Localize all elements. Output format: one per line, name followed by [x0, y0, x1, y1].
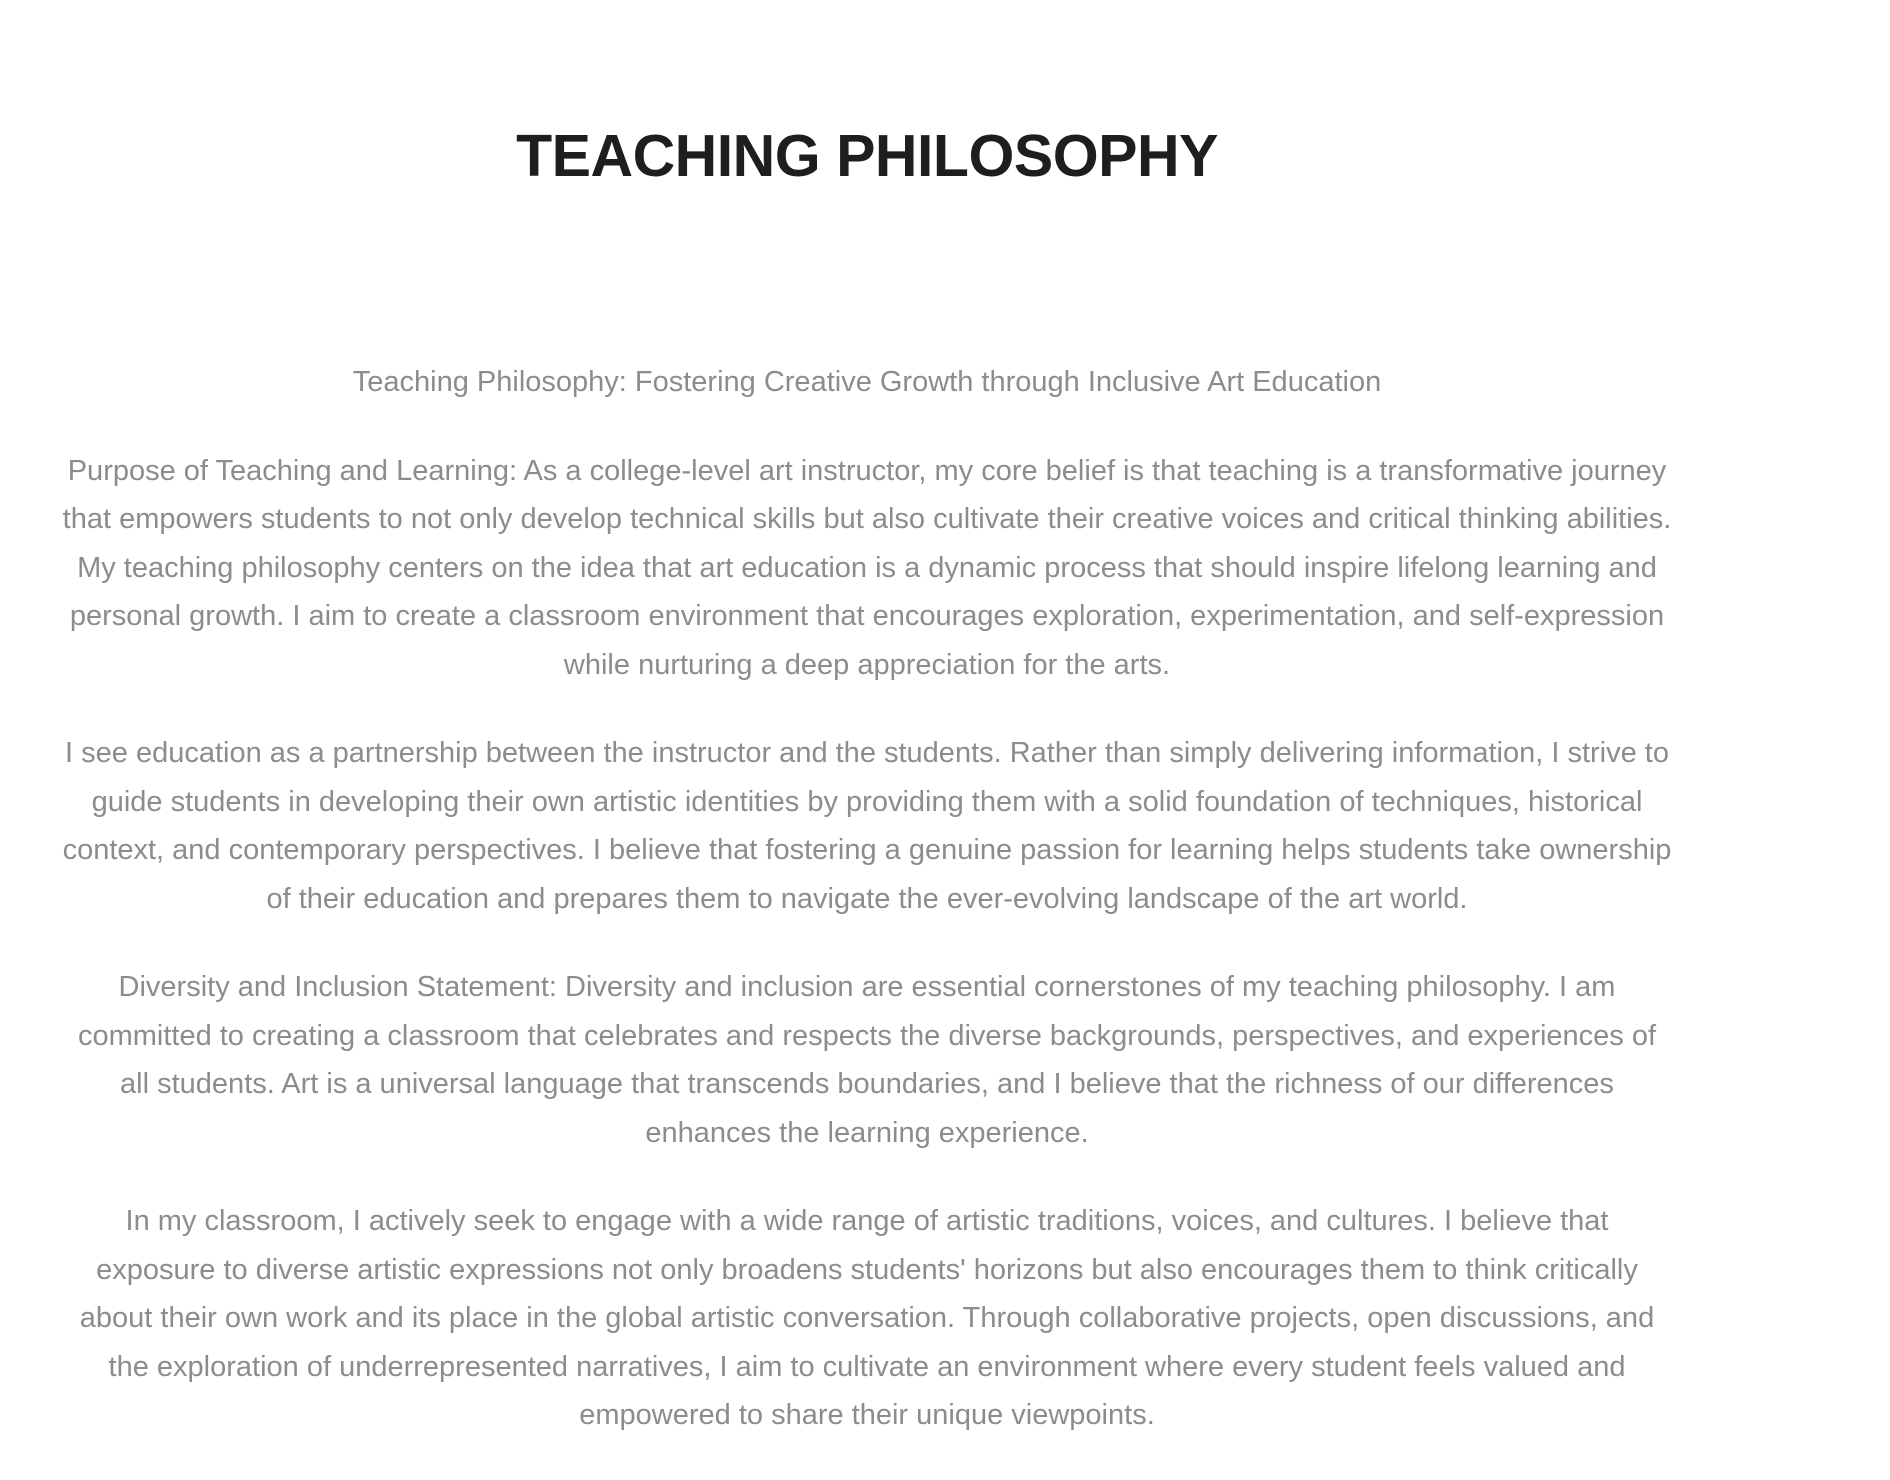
page-title: TEACHING PHILOSOPHY	[516, 123, 1218, 189]
paragraph-purpose-of-teaching: Purpose of Teaching and Learning: As a college-level art instructor, my core belief is that teaching is a transformative journey that empowers students to not only develop technical skills but also cultivate their creative voices and critical thinking abilities. My teaching philosophy centers on the idea that art education is a dynamic process that should inspire lifelong learning and personal growth. I aim to create a classroom environment that encourages exploration, experimentation, and self-expression while nurturing a deep appreciation for the arts.	[62, 454, 1672, 681]
page-subtitle: Teaching Philosophy: Fostering Creative Growth through Inclusive Art Education	[352, 366, 1382, 398]
content-body	[62, 358, 1672, 1480]
paragraph-education-partnership: I see education as a partnership between the instructor and the students. Rather than simply delivering information, I strive to guide students in developing their own artistic identities by providing them with a solid foundation of techniques, historical context, and contemporary perspectives. I believe that fostering a genuine passion for learning helps students take ownership of their education and prepares them to navigate the ever-evolving landscape of the art world.	[62, 737, 1672, 915]
paragraph-diversity-inclusion: Diversity and Inclusion Statement: Diversity and inclusion are essential cornerstones of my teaching philosophy. I am committed to creating a classroom that celebrates and respects the diverse backgrounds, perspectives, and experiences of all students. Art is a universal language that transcends boundaries, and I believe that the richness of our differences enhances the learning experience.	[77, 971, 1657, 1149]
paragraph-classroom-engagement: In my classroom, I actively seek to engage with a wide range of artistic traditions, voices, and cultures. I believe that exposure to diverse artistic expressions not only broadens students' horizons but also encourages them to think critically about their own work and its place in the global artistic conversation. Through collaborative projects, open discussions, and the exploration of underrepresented narratives, I aim to cultivate an environment where every student feels valued and empowered to share their unique viewpoints.	[79, 1205, 1655, 1431]
